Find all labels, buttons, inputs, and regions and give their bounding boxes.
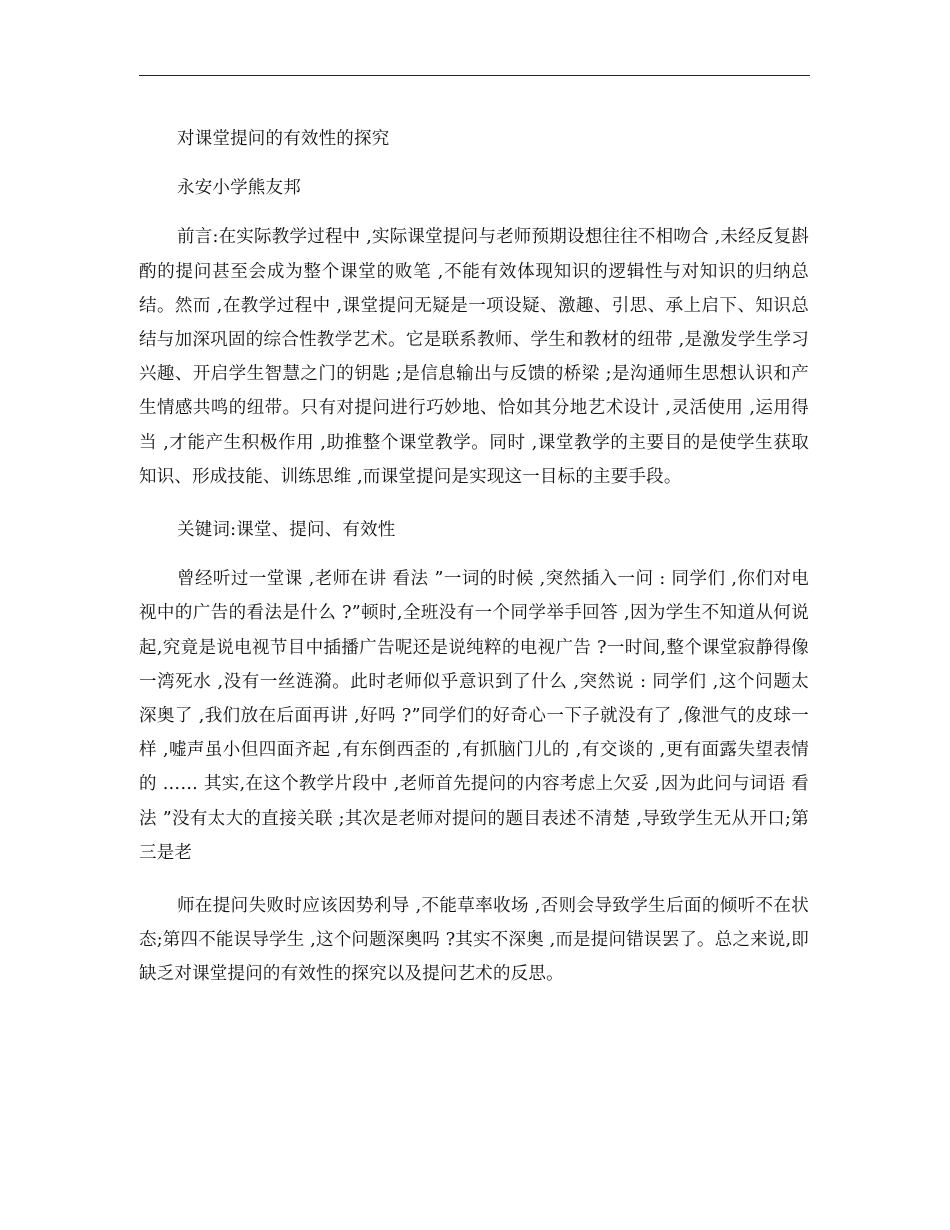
document-title: 对课堂提问的有效性的探究 [177, 129, 390, 149]
body-paragraph-1: 曾经听过一堂课 ,老师在讲 看法 ”一词的时候 ,突然插入一问 : 同学们 ,你们对电视中的广告的看法是什么 ?”顿时,全班没有一个同学举手回答 ,因为学生不知道从何说起,究竟是说电视节目中插播广告呢还是说纯粹的电视广告 ?一时间,整个课堂寂静得像一湾死水 ,没有一丝涟漪。此时老师似乎意识到了什么 ,突然说 : 同学们 ,这个问题太深奥了 ,我们放在后面再讲 ,好吗 ?”同学们的好奇心一下子就没有了 ,像泄气的皮球一样 ,嘘声虽小但四面齐起 ,有东倒西歪的 ,有抓脑门儿的 ,有交谈的 ,更有面露失望表情的 …… 其实,在这个教学片段中 ,老师首先提问的内容考虑上欠妥 ,因为此问与词语 看法 ”没有太大的直接关联 ;其次是老师对提问的题目表述不清楚 ,导致学生无从开口;第三是老 [139, 569, 809, 863]
document-body [139, 122, 809, 1011]
header-rule [139, 75, 810, 76]
preface-paragraph: 前言:在实际教学过程中 ,实际课堂提问与老师预期设想往往不相吻合 ,未经反复斟酌的提问甚至会成为整个课堂的败笔 ,不能有效体现知识的逻辑性与对知识的归纳总结。然而 ,在教学过程中 ,课堂提问无疑是一项设疑、激趣、引思、承上启下、知识总结与加深巩固的综合性教学艺术。它是联系教师、学生和教材的纽带 ,是激发学生学习兴趣、开启学生智慧之门的钥匙 ;是信息输出与反馈的桥梁 ;是沟通师生思想认识和产生情感共鸣的纽带。只有对提问进行巧妙地、恰如其分地艺术设计 ,灵活使用 ,运用得当 ,才能产生积极作用 ,助推整个课堂教学。同时 ,课堂教学的主要目的是使学生获取知识、形成技能、训练思维 ,而课堂提问是实现这一目标的主要手段。 [139, 227, 809, 487]
body-paragraph-2: 师在提问失败时应该因势利导 ,不能草率收场 ,否则会导致学生后面的倾听不在状态;第四不能误导学生 ,这个问题深奥吗 ?其实不深奥 ,而是提问错误罢了。总之来说,即缺乏对课堂提问的有效性的探究以及提问艺术的反思。 [139, 896, 809, 985]
keywords-line: 关键词:课堂、提问、有效性 [177, 520, 396, 541]
document-author: 永安小学熊友邦 [177, 178, 301, 199]
